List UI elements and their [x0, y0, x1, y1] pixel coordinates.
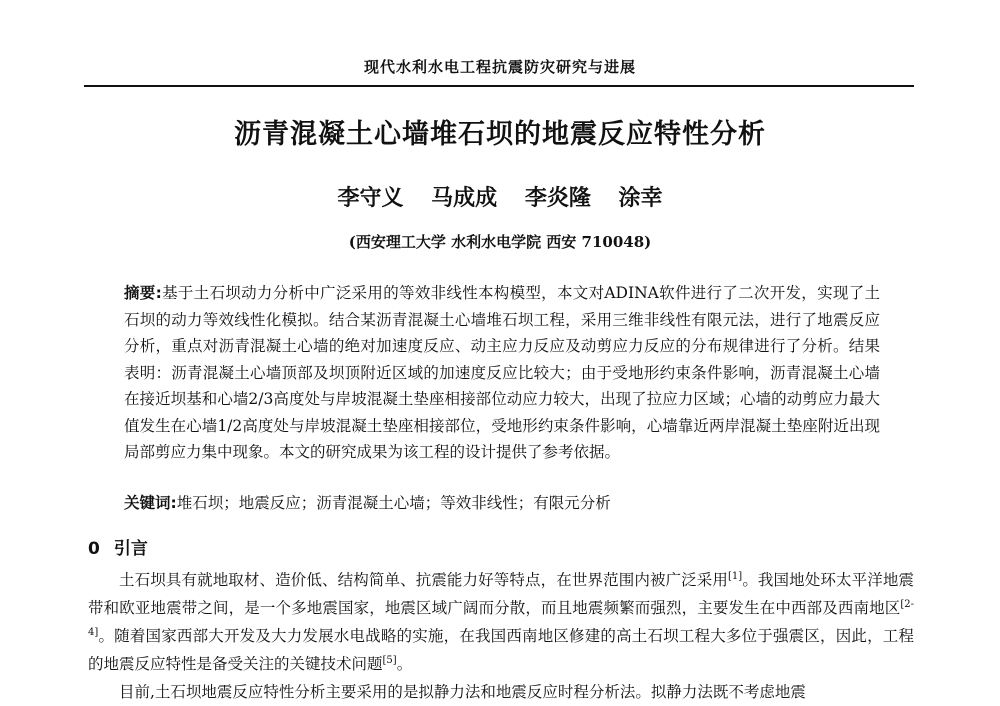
paper-authors: 李守义 马成成 李炎隆 涂幸: [337, 185, 663, 211]
paper-affiliation: (西安理工大学 水利水电学院 西安 710048): [348, 233, 652, 251]
body-p1-b: 。我国地处环太平洋地震带和欧亚地震带之间，是一个多地震国家，地震区域广阔而分散，而且地震频繁而强烈，主要发生在中西部及西南地区: [88, 571, 914, 617]
keywords-text: 堆石坝；地震反应；沥青混凝土心墙；等效非线性；有限元分析: [176, 494, 611, 512]
citation-ref-2: [2-4]: [88, 598, 914, 638]
keywords: [124, 490, 880, 516]
citation-ref-3: [5]: [382, 654, 397, 666]
paper-title: 沥青混凝土心墙堆石坝的地震反应特性分析: [234, 119, 766, 150]
abstract-text: 基于土石坝动力分析中广泛采用的等效非线性本构模型，本文对ADINA软件进行了二次开发，实现了土石坝的动力等效线性化模拟。结合某沥青混凝土心墙堆石坝工程，采用三维非线性有限元法，进行了地震反应分析，重点对沥青混凝土心墙的绝对加速度反应、动主应力反应及动剪应力反应的分布规律进行了分析。结果表明：沥青混凝土心墙顶部及坝顶附近区域的加速度反应比较大；由于受地形约束条件影响，沥青混凝土心墙在接近坝基和心墙2/3高度处与岸坡混凝土垫座相接部位动应力较大，出现了拉应力区域；心墙的动剪应力最大值发生在心墙1/2高度处与岸坡混凝土垫座相接部位，受地形约束条件影响，心墙靠近两岸混凝土垫座附近出现局部剪应力集中现象。本文的研究成果为该工程的设计提供了参考依据。: [124, 284, 880, 461]
section-heading: [88, 534, 148, 559]
body-paragraph-1: [88, 566, 914, 678]
header-rule: [84, 85, 914, 87]
abstract-label: 摘要:: [124, 284, 162, 302]
section-title: 引言: [113, 539, 148, 559]
section-number: 0: [88, 539, 100, 559]
body-p1-a: 土石坝具有就地取材、造价低、结构简单、抗震能力好等特点，在世界范围内被广泛采用: [119, 571, 729, 589]
abstract: [124, 280, 880, 466]
body-text: [88, 566, 914, 706]
running-header: 现代水利水电工程抗震防灾研究与进展: [363, 58, 636, 76]
keywords-label: 关键词:: [124, 494, 177, 512]
body-p1-d: 。: [396, 655, 413, 673]
body-paragraph-2: 目前,土石坝地震反应特性分析主要采用的是拟静力法和地震反应时程分析法。拟静力法既不考虑地震: [119, 683, 806, 701]
body-p1-c: 。随着国家西部大开发及大力发展水电战略的实施，在我国西南地区修建的高土石坝工程大多位于强震区，因此，工程的地震反应特性是备受关注的关键技术问题: [88, 627, 914, 673]
citation-ref-1: [1]: [728, 570, 743, 582]
